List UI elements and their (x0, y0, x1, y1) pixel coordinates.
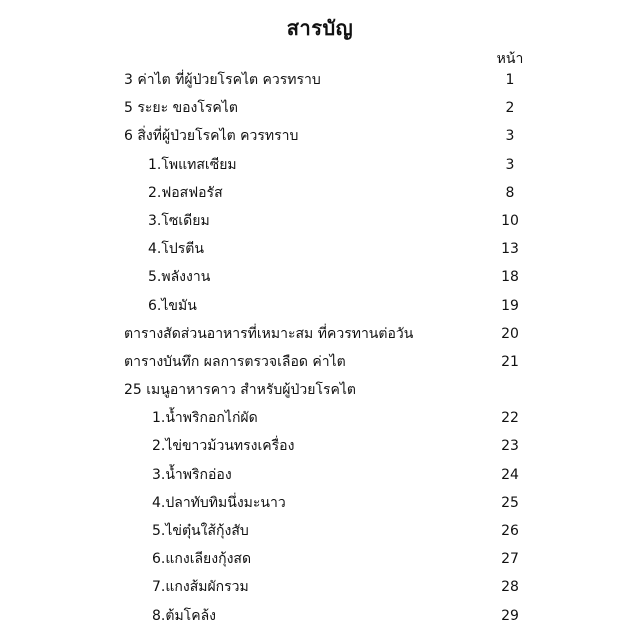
toc-entry (0, 324, 640, 352)
toc-entry-label: ตารางสัดส่วนอาหารที่เหมาะสม ที่ควรทานต่อวัน (124, 325, 414, 342)
toc-entry-label: 4.ปลาทับทิมนึ่งมะนาว (152, 494, 286, 511)
table-of-contents (0, 70, 640, 634)
toc-entry (0, 549, 640, 577)
toc-entry-page-number: 24 (501, 466, 519, 483)
toc-entry-label: 25 เมนูอาหารคาว สำหรับผู้ป่วยโรคไต (124, 382, 356, 399)
toc-entry-label: ตารางบันทึก ผลการตรวจเลือด ค่าไต (124, 353, 346, 370)
toc-entry-label: 6.ไขมัน (148, 297, 197, 314)
toc-entry-label: 5 ระยะ ของโรคไต (124, 100, 238, 117)
toc-entry (0, 267, 640, 295)
toc-entry-page-number: 2 (505, 100, 515, 117)
toc-entry-label: 5.ไข่ตุ๋นใส้กุ้งสับ (152, 523, 249, 539)
toc-entry-label: 2.ฟอสฟอรัส (148, 184, 223, 201)
toc-entry-label: 1.น้ำพริกอกไก่ผัด (152, 410, 258, 427)
toc-entry-label: 1.โพแทสเซียม (148, 156, 237, 173)
toc-entry-page-number: 3 (505, 156, 515, 173)
toc-entry-label: 6.แกงเลียงกุ้งสด (152, 551, 252, 568)
toc-entry-page-number: 21 (501, 353, 519, 370)
toc-entry (0, 380, 640, 408)
toc-entry-page-number: 25 (501, 494, 519, 511)
toc-entry (0, 606, 640, 634)
toc-entry (0, 493, 640, 521)
toc-entry (0, 155, 640, 183)
toc-entry-label: 8.ต้มโคล้ง (152, 607, 216, 624)
toc-entry (0, 126, 640, 154)
toc-entry (0, 183, 640, 211)
toc-entry-page-number: 8 (505, 184, 515, 201)
toc-entry-page-number: 22 (501, 410, 519, 427)
toc-entry-label: 7.แกงส้มผักรวม (152, 579, 249, 596)
toc-entry (0, 408, 640, 436)
toc-entry-page-number: 26 (501, 523, 519, 539)
toc-entry (0, 352, 640, 380)
toc-entry (0, 465, 640, 493)
toc-entry-label: 2.ไข่ขาวม้วนทรงเครื่อง (152, 438, 295, 455)
toc-entry-label: 3 ค่าไต ที่ผู้ป่วยโรคไต ควรทราบ (124, 72, 321, 88)
toc-entry-page-number: 20 (501, 325, 519, 342)
toc-entry (0, 521, 640, 549)
toc-entry (0, 70, 640, 98)
toc-entry-page-number: 23 (501, 438, 519, 455)
toc-entry (0, 211, 640, 239)
toc-entry-page-number: 19 (501, 297, 519, 314)
toc-entry (0, 239, 640, 267)
toc-entry-label: 3.น้ำพริกอ่อง (152, 466, 232, 483)
toc-entry-label: 6 สิ่งที่ผู้ป่วยโรคไต ควรทราบ (124, 128, 299, 145)
toc-entry-page-number: 29 (501, 607, 519, 624)
toc-entry-label: 5.พลังงาน (148, 269, 211, 286)
page-title: สารบัญ (286, 16, 354, 40)
toc-entry-page-number: 27 (501, 551, 519, 568)
toc-entry (0, 577, 640, 605)
toc-entry (0, 296, 640, 324)
toc-entry-label: 4.โปรตีน (148, 241, 204, 258)
toc-entry-page-number: 1 (505, 72, 515, 88)
toc-entry (0, 98, 640, 126)
toc-entry (0, 436, 640, 464)
toc-entry-page-number: 10 (501, 212, 519, 229)
toc-entry-page-number: 3 (505, 128, 515, 145)
toc-entry-page-number: 28 (501, 579, 519, 596)
page-column-header: หน้า (496, 51, 524, 67)
toc-entry-page-number: 18 (501, 269, 519, 286)
toc-entry-page-number: 13 (501, 241, 519, 258)
toc-entry-label: 3.โซเดียม (148, 212, 210, 229)
